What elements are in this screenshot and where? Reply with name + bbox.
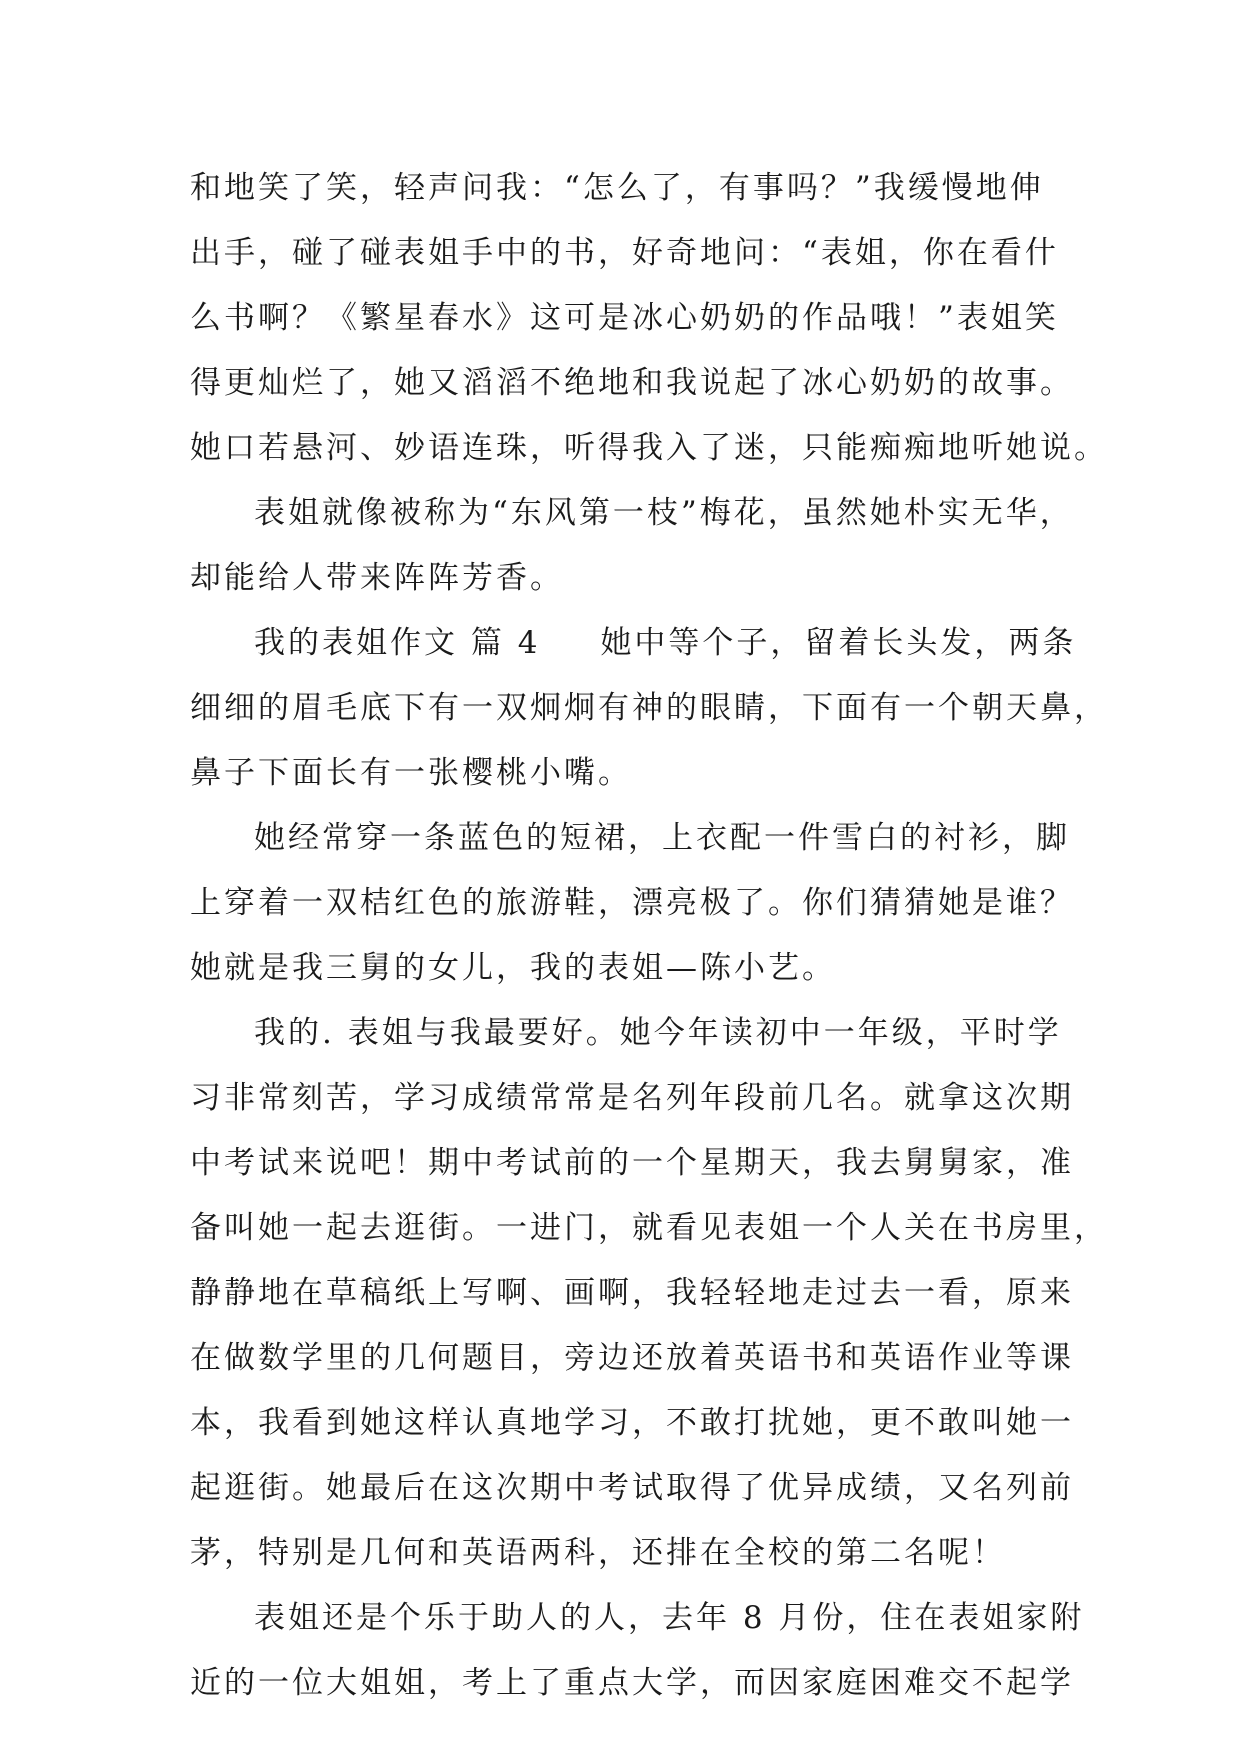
text-line: 在做数学里的几何题目，旁边还放着英语书和英语作业等课 [190,1340,1074,1376]
text-line: 起逛街。她最后在这次期中考试取得了优异成绩，又名列前 [190,1470,1074,1506]
text-line: 却能给人带来阵阵芳香。 [190,560,564,596]
text-line: 她就是我三舅的女儿，我的表姐—陈小艺。 [190,950,836,986]
text-line: 备叫她一起去逛街。一进门，就看见表姐一个人关在书房里， [190,1210,1108,1246]
text-line: 出手，碰了碰表姐手中的书，好奇地问：“表姐，你在看什 [190,235,1059,271]
text-line: 习非常刻苦，学习成绩常常是名列年段前几名。就拿这次期 [190,1080,1074,1116]
text-line: 鼻子下面长有一张樱桃小嘴。 [190,755,632,791]
text-line: 静静地在草稿纸上写啊、画啊，我轻轻地走过去一看，原来 [190,1275,1074,1311]
text-line: 么书啊？《繁星春水》这可是冰心奶奶的作品哦！”表姐笑 [190,300,1059,336]
text-line: 表姐就像被称为“东风第一枝”梅花，虽然她朴实无华， [254,495,1074,531]
text-line: 细细的眉毛底下有一双炯炯有神的眼睛，下面有一个朝天鼻， [190,690,1108,726]
text-line: 她经常穿一条蓝色的短裙，上衣配一件雪白的衬衫，脚 [254,820,1070,856]
section-heading-line [190,611,1077,676]
text-line: 上穿着一双桔红色的旅游鞋，漂亮极了。你们猜猜她是谁？ [190,885,1074,921]
text-line: 我的. 表姐与我最要好。她今年读初中一年级，平时学 [254,1015,1062,1051]
text-line: 中考试来说吧！期中考试前的一个星期天，我去舅舅家，准 [190,1145,1074,1181]
text-line: 本，我看到她这样认真地学习，不敢打扰她，更不敢叫她一 [190,1405,1074,1441]
section-heading: 我的表姐作文 篇 4 [254,625,541,661]
text-line: 得更灿烂了，她又滔滔不绝地和我说起了冰心奶奶的故事。 [190,365,1074,401]
text-line: 她口若悬河、妙语连珠，听得我入了迷，只能痴痴地听她说。 [190,430,1108,466]
text-line: 她中等个子，留着长头发，两条 [600,625,1077,661]
text-line: 和地笑了笑，轻声问我：“怎么了，有事吗？”我缓慢地伸 [190,170,1044,206]
text-line: 茅，特别是几何和英语两科，还排在全校的第二名呢！ [190,1535,1006,1571]
text-line: 近的一位大姐姐，考上了重点大学，而因家庭困难交不起学 [190,1665,1074,1701]
text-line: 表姐还是个乐于助人的人，去年 8 月份，住在表姐家附 [254,1600,1085,1636]
essay-body [190,156,1108,1716]
